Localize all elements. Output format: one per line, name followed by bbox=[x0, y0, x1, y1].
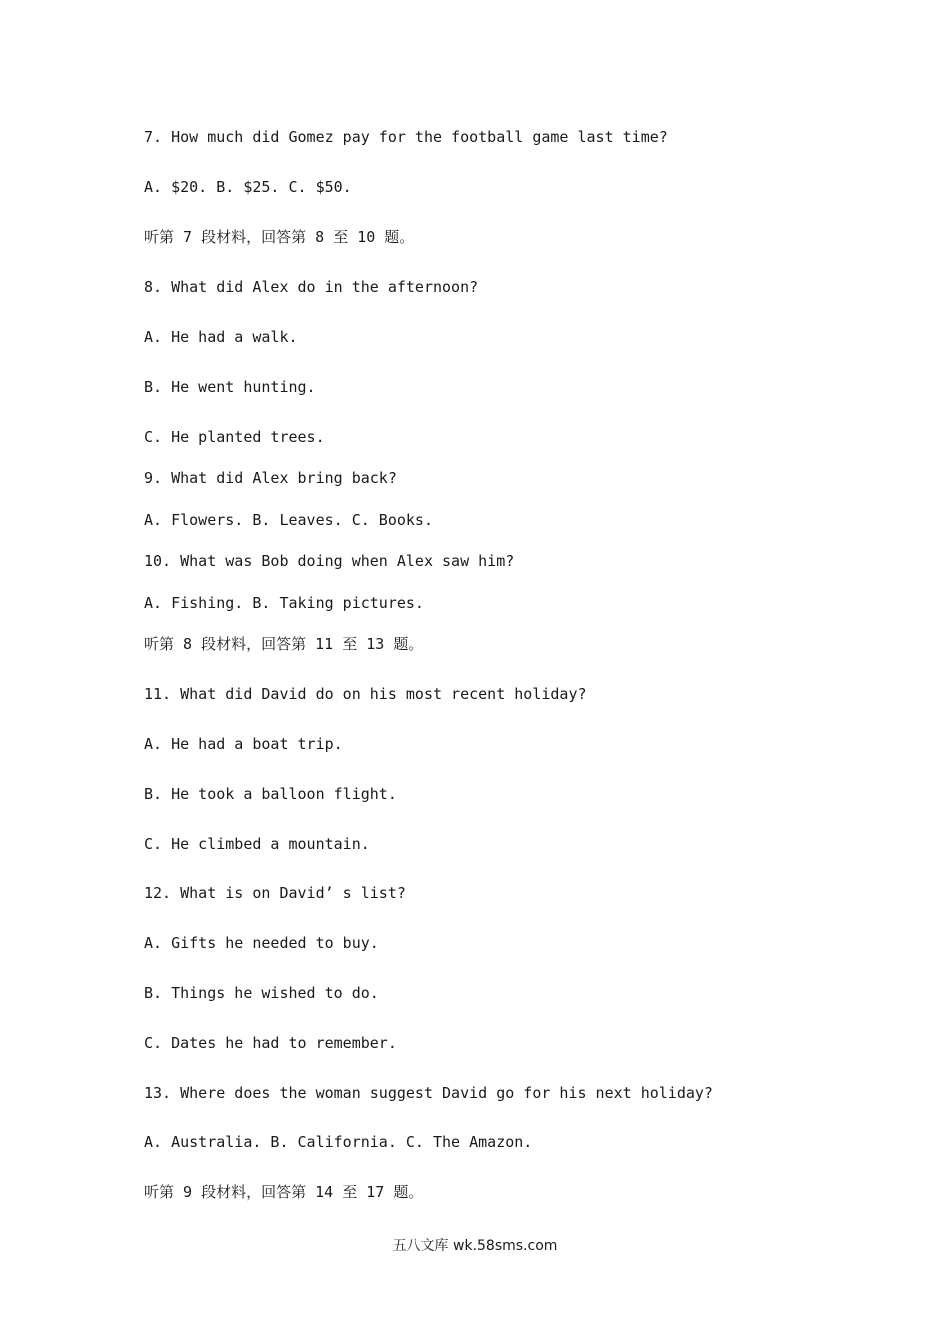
question-12-option-b: B. Things he wished to do. bbox=[144, 984, 379, 1002]
question-11: 11. What did David do on his most recent holiday? bbox=[144, 685, 587, 703]
question-10-options: A. Fishing. B. Taking pictures. bbox=[144, 594, 424, 612]
question-12: 12. What is on David’ s list? bbox=[144, 884, 406, 902]
question-11-option-c: C. He climbed a mountain. bbox=[144, 835, 370, 853]
question-7-options: A. $20. B. $25. C. $50. bbox=[144, 178, 352, 196]
section-7-instruction: 听第 7 段材料，回答第 8 至 10 题。 bbox=[144, 228, 415, 246]
question-13: 13. Where does the woman suggest David go for his next holiday? bbox=[144, 1084, 713, 1102]
question-9-options: A. Flowers. B. Leaves. C. Books. bbox=[144, 511, 433, 529]
question-8: 8. What did Alex do in the afternoon? bbox=[144, 278, 479, 296]
question-11-option-a: A. He had a boat trip. bbox=[144, 735, 343, 753]
question-12-option-c: C. Dates he had to remember. bbox=[144, 1034, 397, 1052]
question-10: 10. What was Bob doing when Alex saw him? bbox=[144, 552, 515, 570]
question-8-option-a: A. He had a walk. bbox=[144, 328, 298, 346]
question-11-option-b: B. He took a balloon flight. bbox=[144, 785, 397, 803]
section-8-instruction: 听第 8 段材料，回答第 11 至 13 题。 bbox=[144, 635, 424, 653]
question-8-option-b: B. He went hunting. bbox=[144, 378, 316, 396]
question-8-option-c: C. He planted trees. bbox=[144, 428, 325, 446]
footer-watermark: 五八文库 wk.58sms.com bbox=[392, 1238, 558, 1254]
question-12-option-a: A. Gifts he needed to buy. bbox=[144, 934, 379, 952]
question-7: 7. How much did Gomez pay for the football game last time? bbox=[144, 128, 668, 146]
section-9-instruction: 听第 9 段材料，回答第 14 至 17 题。 bbox=[144, 1183, 424, 1201]
question-9: 9. What did Alex bring back? bbox=[144, 469, 397, 487]
question-13-options: A. Australia. B. California. C. The Amazon. bbox=[144, 1133, 533, 1151]
